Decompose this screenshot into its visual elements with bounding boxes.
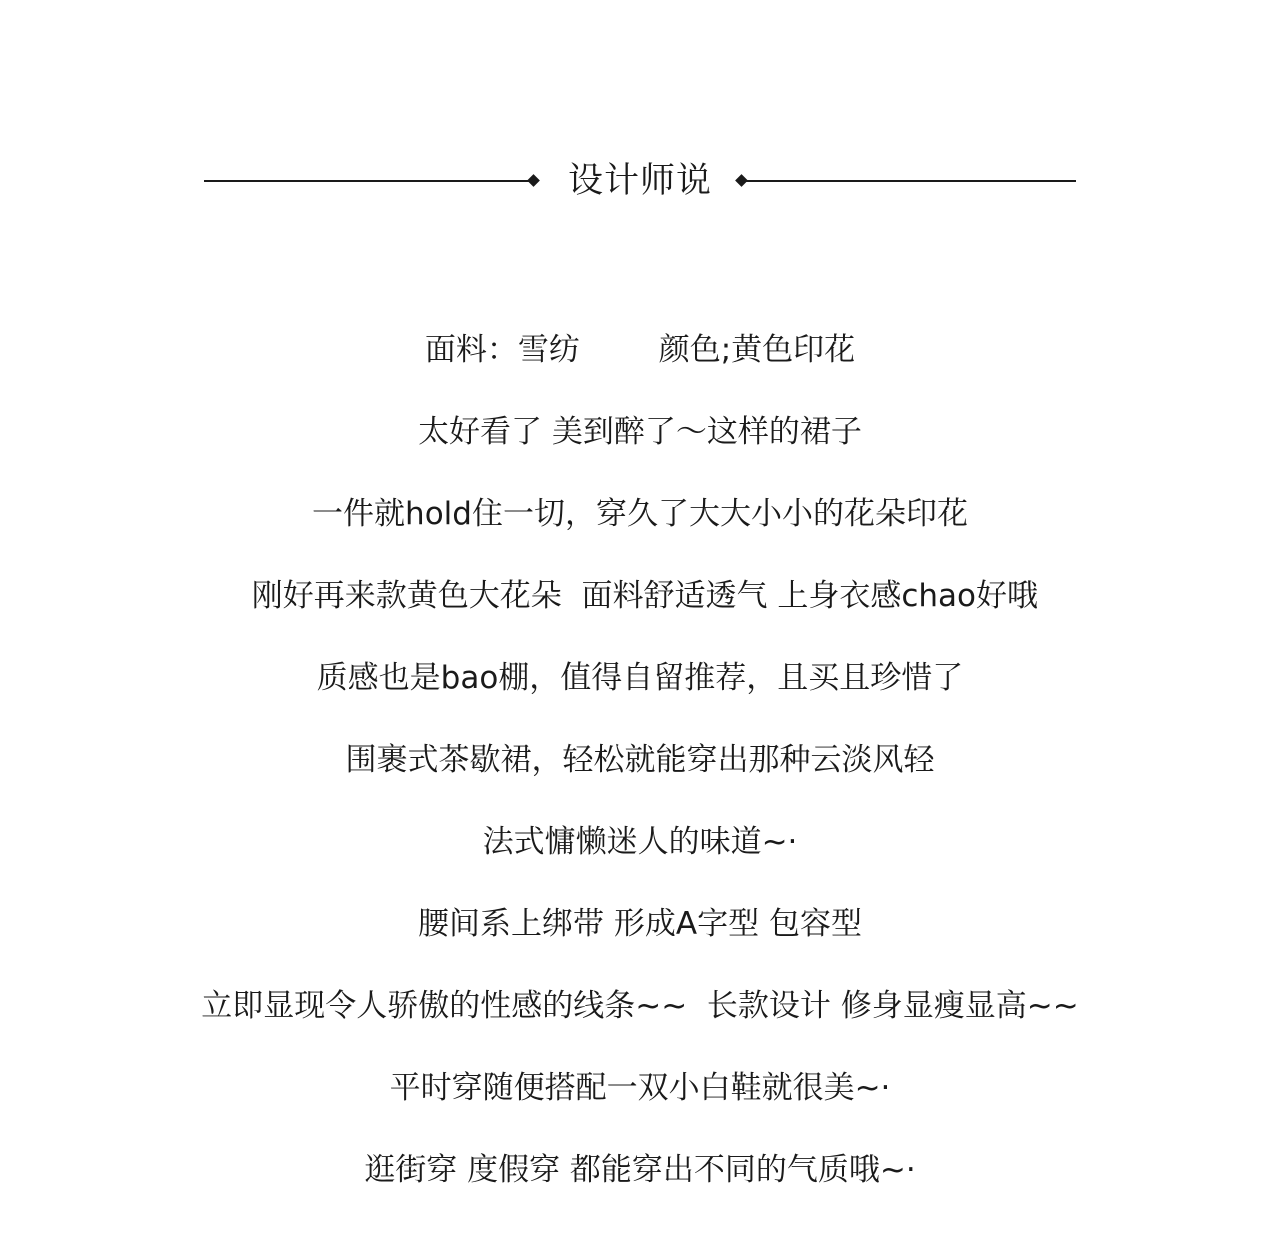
header-rule-right [746, 180, 1076, 182]
description-line: 逛街穿 度假穿 都能穿出不同的气质哦~· [364, 1152, 916, 1188]
section-header [0, 150, 1280, 212]
header-rule-left [204, 180, 530, 182]
description-line: 刚好再来款黄色大花朵 面料舒适透气 上身衣感chao好哦 [241, 578, 1039, 614]
section-title: 设计师说 [567, 161, 712, 201]
diamond-icon-left [527, 174, 540, 187]
description-line-fabric-color: 面料：雪纺 颜色;黄色印花 [424, 332, 856, 368]
description-line: 平时穿随便搭配一双小白鞋就很美~· [389, 1070, 891, 1106]
description-line: 太好看了 美到醉了～这样的裙子 [418, 414, 862, 450]
description-line: 立即显现令人骄傲的性感的线条~~ 长款设计 修身显瘦显高~~ [201, 988, 1079, 1024]
description-line: 围裹式茶歇裙，轻松就能穿出那种云淡风轻 [345, 742, 935, 778]
description-line: 法式慵懒迷人的味道~· [482, 824, 798, 860]
description-line: 质感也是bao棚，值得自留推荐，且买且珍惜了 [316, 660, 964, 696]
description-line: 腰间系上绑带 形成A字型 包容型 [418, 906, 862, 942]
description-block [0, 325, 1280, 1227]
description-line: 一件就hold住一切，穿久了大大小小的花朵印花 [312, 496, 968, 532]
